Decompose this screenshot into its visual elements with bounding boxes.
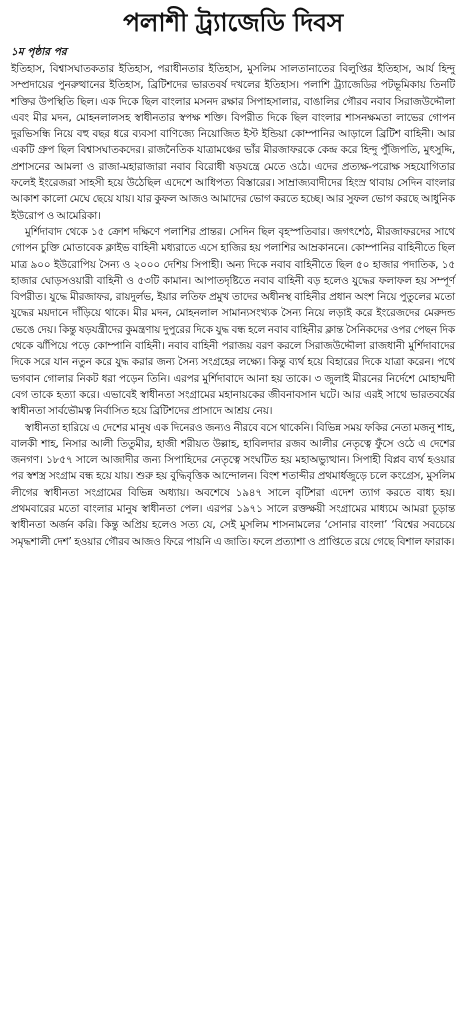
article-paragraph-2: মুর্শিদাবাদ থেকে ১৫ ক্রোশ দক্ষিণে পলাশির প্রান্তর। সেদিন ছিল বৃহস্পতিবার। জগৎশেঠ, মীরজাফরদের সাথে গোপন চুক্তি মোতাবেক ক্লাইভ বাহিনী মধ্যরাতে এসে হাজির হয় পলাশির আম্রকাননে। কোম্পানির বাহিনীতে ছিল মাত্র ৯০০ ইউরোপিয় সৈন্য ও ২০০০ দেশিয় সিপাহী। অন্য দিকে নবাব বাহিনীতে ছিল ৫০ হাজার পদাতিক, ১৫ হাজার ঘোড়সওয়ারী বাহিনী ও ৫৩টি কামান। আপাতদৃষ্টিতে নবাব বাহিনী বড় হলেও যুদ্ধের ফলাফল হয় সম্পূর্ণ বিপরীত। যুদ্ধে মীরজাফর, রায়দুর্লভ, ইয়ার লতিফ প্রমুখ তাদের অধীনস্থ বাহিনীর প্রধান অংশ নিয়ে পুতুলের মতো যুদ্ধের ময়দানে দাঁড়িয়ে থাকে। মীর মদন, মোহনলাল সামান্যসংখ্যক সৈন্য নিয়ে লড়াই করে ইংরেজদের মেরুদন্ড ভেঙে দেয়। কিন্তু ষড়যন্ত্রীদের কুমন্ত্রণায় দুপুরের দিকে যুদ্ধ বন্ধ হলে নবাব বাহিনীর ক্লান্ত সৈনিকদের ওপর পেছন দিক থেকে ঝাঁপিয়ে পড়ে কোম্পানি বাহিনী। নবাব বাহিনী পরাজয় বরণ করলে সিরাজউদ্দৌলা রাজধানী মুর্শিদাবাদের দিকে সরে যান নতুন করে যুদ্ধ করার জন্য সৈন্য সংগ্রহের লক্ষ্যে। কিন্তু ব্যর্থ হয়ে বিহারের দিকে যাত্রা করেন। পথে ভগবান গোলার নিকট ধরা পড়েন তিনি। এরপর মুর্শিদাবাদে আনা হয় তাকে। ৩ জুলাই মীরনের নির্দেশে মোহাম্মদী বেগ তাকে হত্যা করে। এভাবেই স্বাধীনতা সংগ্রামের মহানায়কের জীবনাবসান ঘটে। আর এরই সাথে ভারতবর্ষের স্বাধীনতা সার্বভৌমত্ব নির্বাসিত হয়ে ব্রিটিশদের প্রাসাদে আশ্রয় নেয়। — [11, 225, 455, 418]
article-headline: পলাশী ট্র্যাজেডি দিবস — [123, 8, 343, 37]
continued-from-label: ১ম পৃষ্ঠার পর — [11, 46, 67, 58]
article-paragraph-1: ইতিহাস, বিশ্বাসঘাতকতার ইতিহাস, পরাধীনতার ইতিহাস, মুসলিম সালতানাতের বিলুপ্তির ইতিহাস, আর্য হিন্দু সম্প্রদায়ের পুনরুত্থানের ইতিহাস, ব্রিটিশদের ভারতবর্ষ দখলের ইতিহাস। পলাশি ট্র্যাজেডির পটভূমিকায় তিনটি শক্তির উপস্থিতি ছিল। এক দিকে ছিল বাংলার মসনদ রক্ষার সিপাহসালার, বাঙালির গৌরব নবাব সিরাজউদ্দৌলা এবং মীর মদন, মোহনলালসহ স্বাধীনতার স্বপক্ষ শক্তি। বিপরীত দিকে ছিল বাংলার শাসনক্ষমতা লাভের গোপন দুরভিসন্ধি নিয়ে বহু বছর ধরে ব্যবসা বাণিজ্যে নিয়োজিত ইস্ট ইন্ডিয়া কোম্পানির আড়ালে ব্রিটিশ বাহিনী। আর একটি গ্রুপ ছিল বিশ্বাসঘাতকদের। রাজনৈতিক যাত্রামঞ্চের ভাঁর মীরজাফরকে কেন্দ্র করে হিন্দু পুঁজিপতি, মুৎসুদ্দি, প্রশাসনের আমলা ও রাজা-মহারাজারা নবাব বিরোধী ষড়যন্ত্রে মেতে ওঠে। এদের প্রত্যক্ষ-পরোক্ষ সহযোগিতার ফলেই ইংরেজরা সাহসী হয়ে উঠেছিল এদেশে আধিপত্য বিস্তারের। সাম্রাজ্যবাদীদের হিংস্র থাবায় সেদিন বাংলার আকাশ কালো মেঘে ছেয়ে যায়। যার কুফল আজও আমাদের ভোগ করতে হচ্ছে। আর সুফল ভোগ করছে আধুনিক ইউরোপ ও আমেরিকা। — [11, 63, 455, 222]
article-body — [11, 61, 455, 550]
cropped-next-line — [0, 1018, 466, 1028]
article-paragraph-3: স্বাধীনতা হারিয়ে এ দেশের মানুষ এক দিনেরও জন্যও নীরবে বসে থাকেনি। বিভিন্ন সময় ফকির নেতা মজনু শাহ, বালকী শাহ, নিসার আলী তিতুমীর, হাজী শরীয়ত উল্লাহ, হাবিলদার রজব আলীর নেতৃত্বে ফুঁসে ওঠে এ দেশের জনগণ। ১৮৫৭ সালে আজাদীর জন্য সিপাহিদের নেতৃত্বে সংঘটিত হয় মহাঅভ্যুত্থান। সিপাহী বিপ্লব ব্যর্থ হওয়ার পর স্বশস্ত্র সংগ্রাম বন্ধ হয়ে যায়। শুরু হয় বুদ্ধিবৃত্তিক আন্দোলন। বিংশ শতাব্দীর প্রথমার্ধজুড়ে চলে কংগ্রেস, মুসলিম লীগের স্বাধীনতা সংগ্রামের বিভিন্ন অধ্যায়। অবশেষে ১৯৪৭ সালে বৃটিশরা এদেশ ত্যাগ করতে বাধ্য হয়। প্রথমবারের মতো বাংলার মানুষ স্বাধীনতা পেল। এরপর ১৯৭১ সালে রক্তক্ষয়ী সংগ্রামের মাধ্যমে আমরা চূড়ান্ত স্বাধীনতা অর্জন করি। কিন্তু অপ্রিয় হলেও সত্য যে, সেই মুসলিম শাসনামলের ‘সোনার বাংলা’ ‘বিশ্বের সবচেয়ে সমৃদ্ধশালী দেশ’ হওয়ার গৌরব আজও ফিরে পায়নি এ জাতি। ফলে প্রত্যাশা ও প্রাপ্তিতে রয়ে গেছে বিশাল ফারাক। — [11, 421, 455, 548]
